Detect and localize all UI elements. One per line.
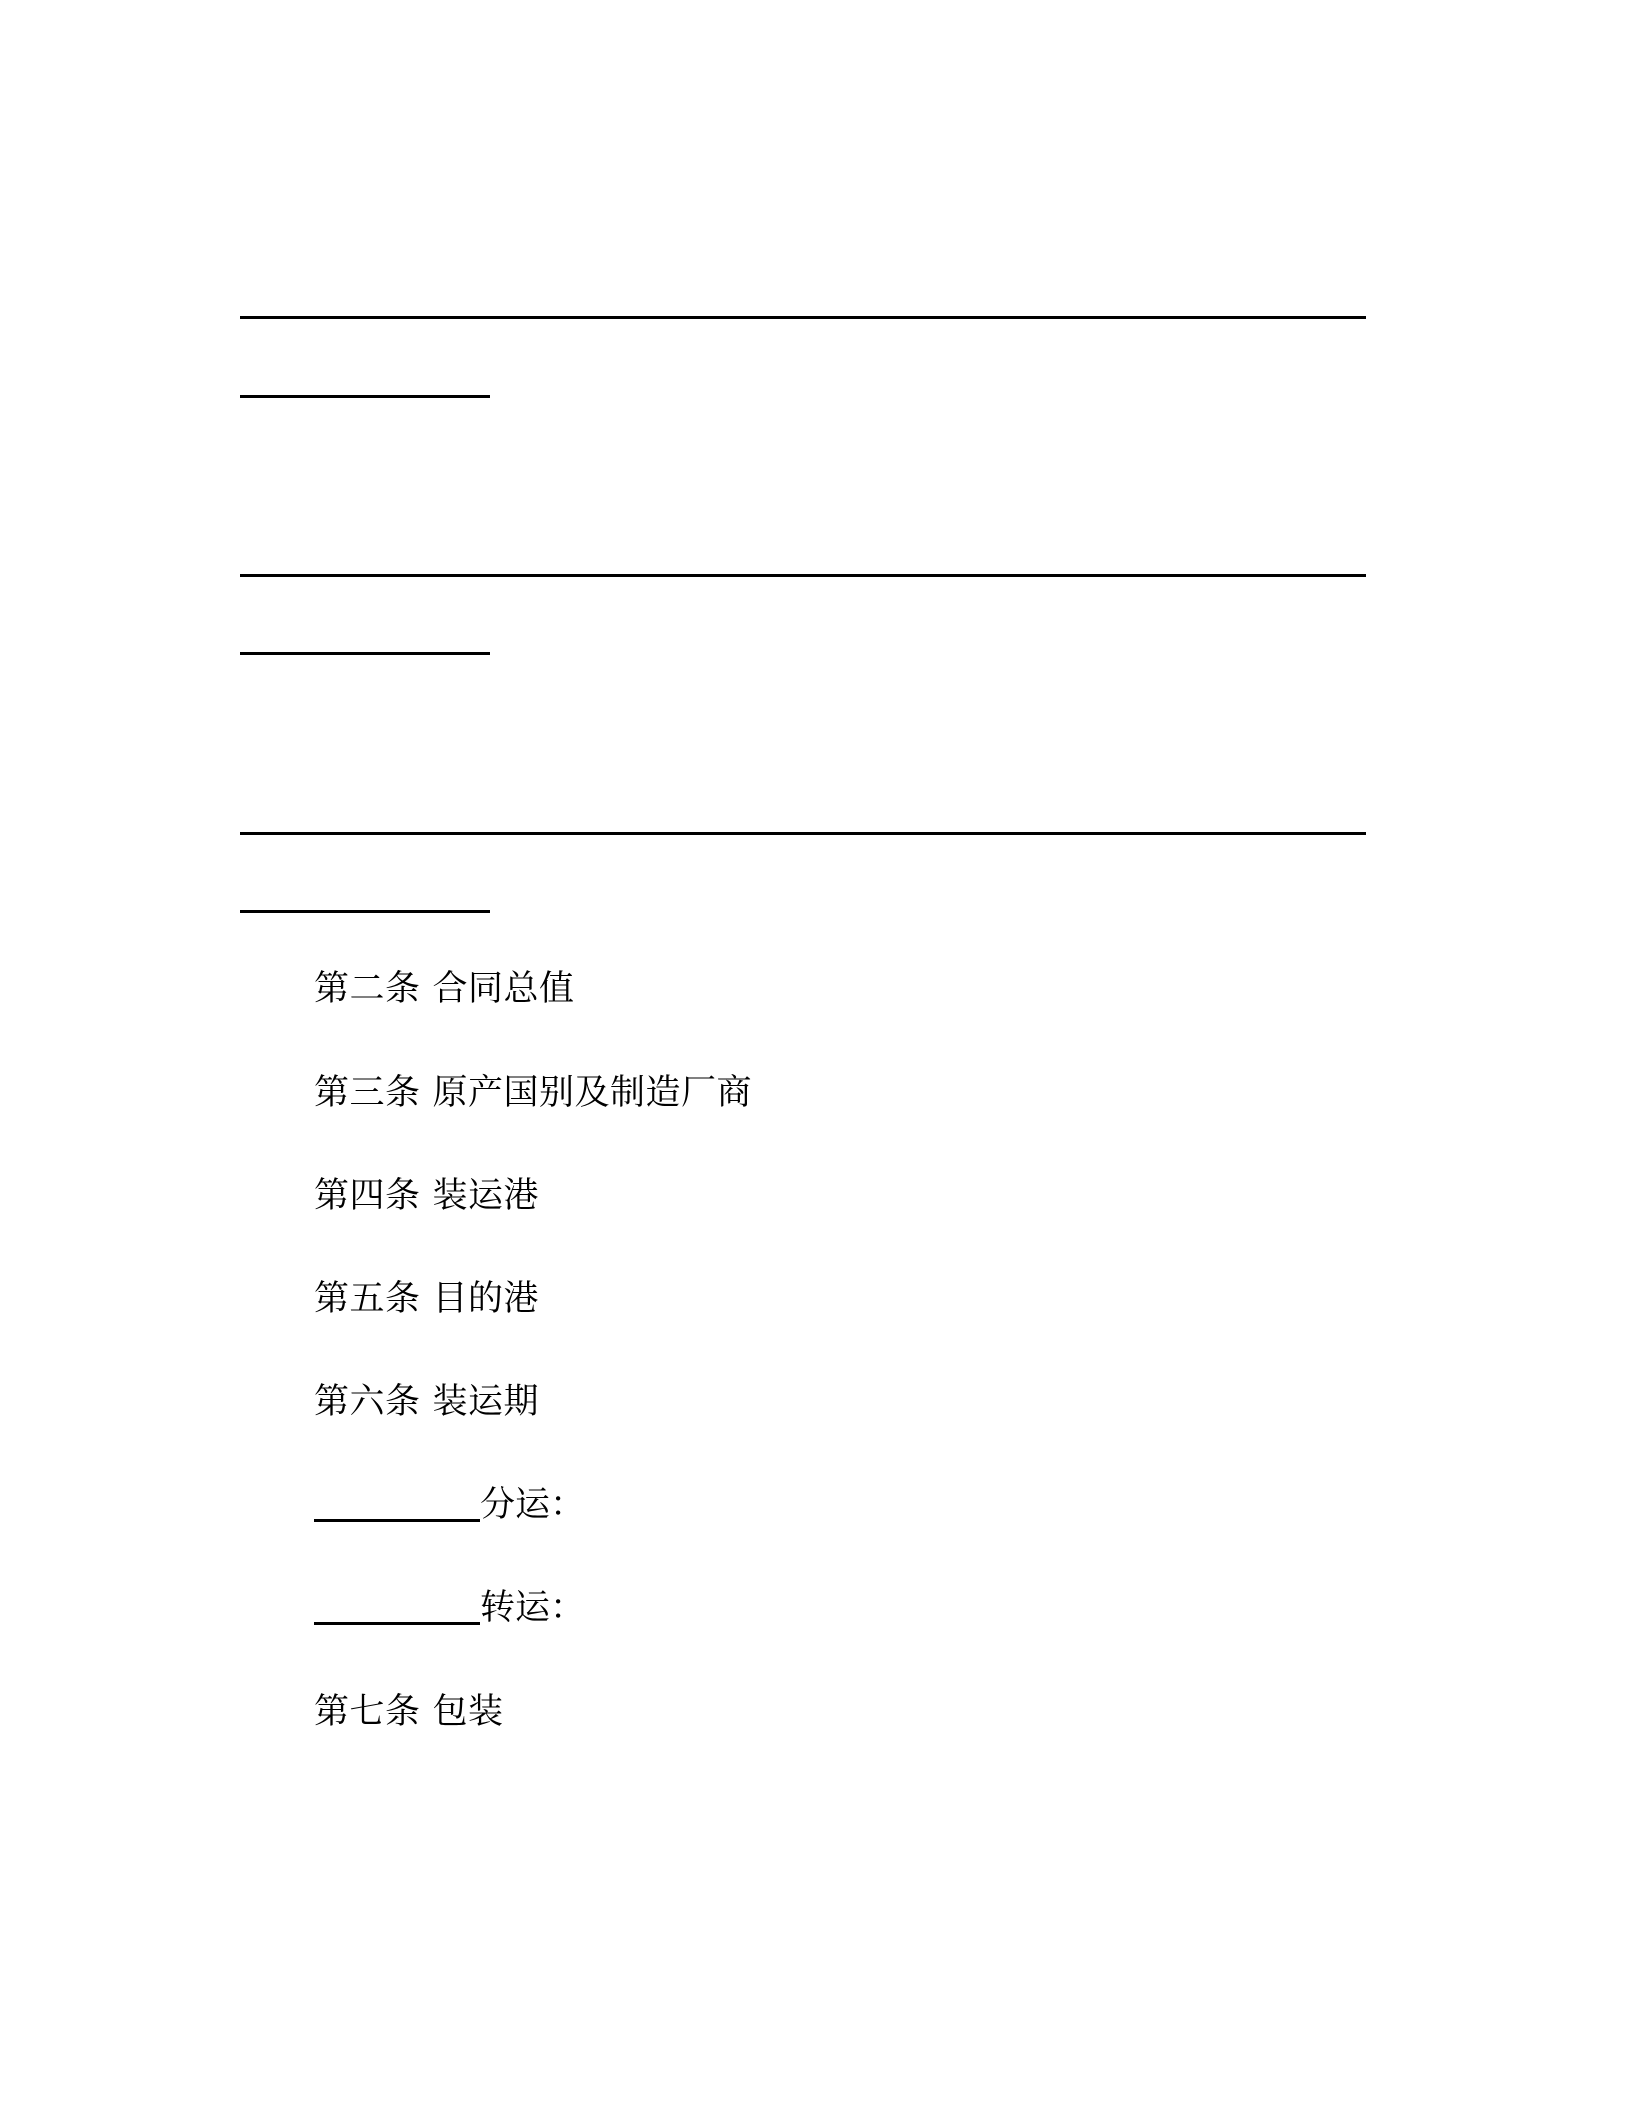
blank-line-3a [240,818,1366,835]
clause-title: 装运港 [432,1176,540,1216]
clause-title: 包装 [432,1692,504,1732]
clause-title: 合同总值 [432,969,575,1009]
fill-label: 分运： [480,1485,586,1525]
blank-line-1a [240,302,1366,319]
clause-3 [314,1073,752,1113]
fill-label: 转运： [480,1588,586,1628]
clause-number: 第五条 [314,1279,421,1319]
blank-line-3b [240,896,490,913]
clause-number: 第七条 [314,1692,421,1732]
clause-number: 第四条 [314,1176,421,1216]
clause-title: 原产国别及制造厂商 [432,1073,753,1113]
clause-number: 第六条 [314,1382,421,1422]
fill-field-transshipment [314,1588,585,1628]
clause-title: 目的港 [432,1279,540,1319]
clause-6 [314,1382,539,1422]
clause-7 [314,1692,504,1732]
clause-2 [314,969,575,1009]
fill-blank [314,1588,480,1625]
fill-field-partial-shipment [314,1485,585,1525]
blank-line-1b [240,381,490,398]
clause-5 [314,1279,539,1319]
blank-line-2b [240,638,490,655]
clause-number: 第三条 [314,1073,421,1113]
clause-title: 装运期 [432,1382,540,1422]
clause-number: 第二条 [314,969,421,1009]
fill-blank [314,1485,480,1522]
blank-line-2a [240,560,1366,577]
clause-4 [314,1176,539,1216]
